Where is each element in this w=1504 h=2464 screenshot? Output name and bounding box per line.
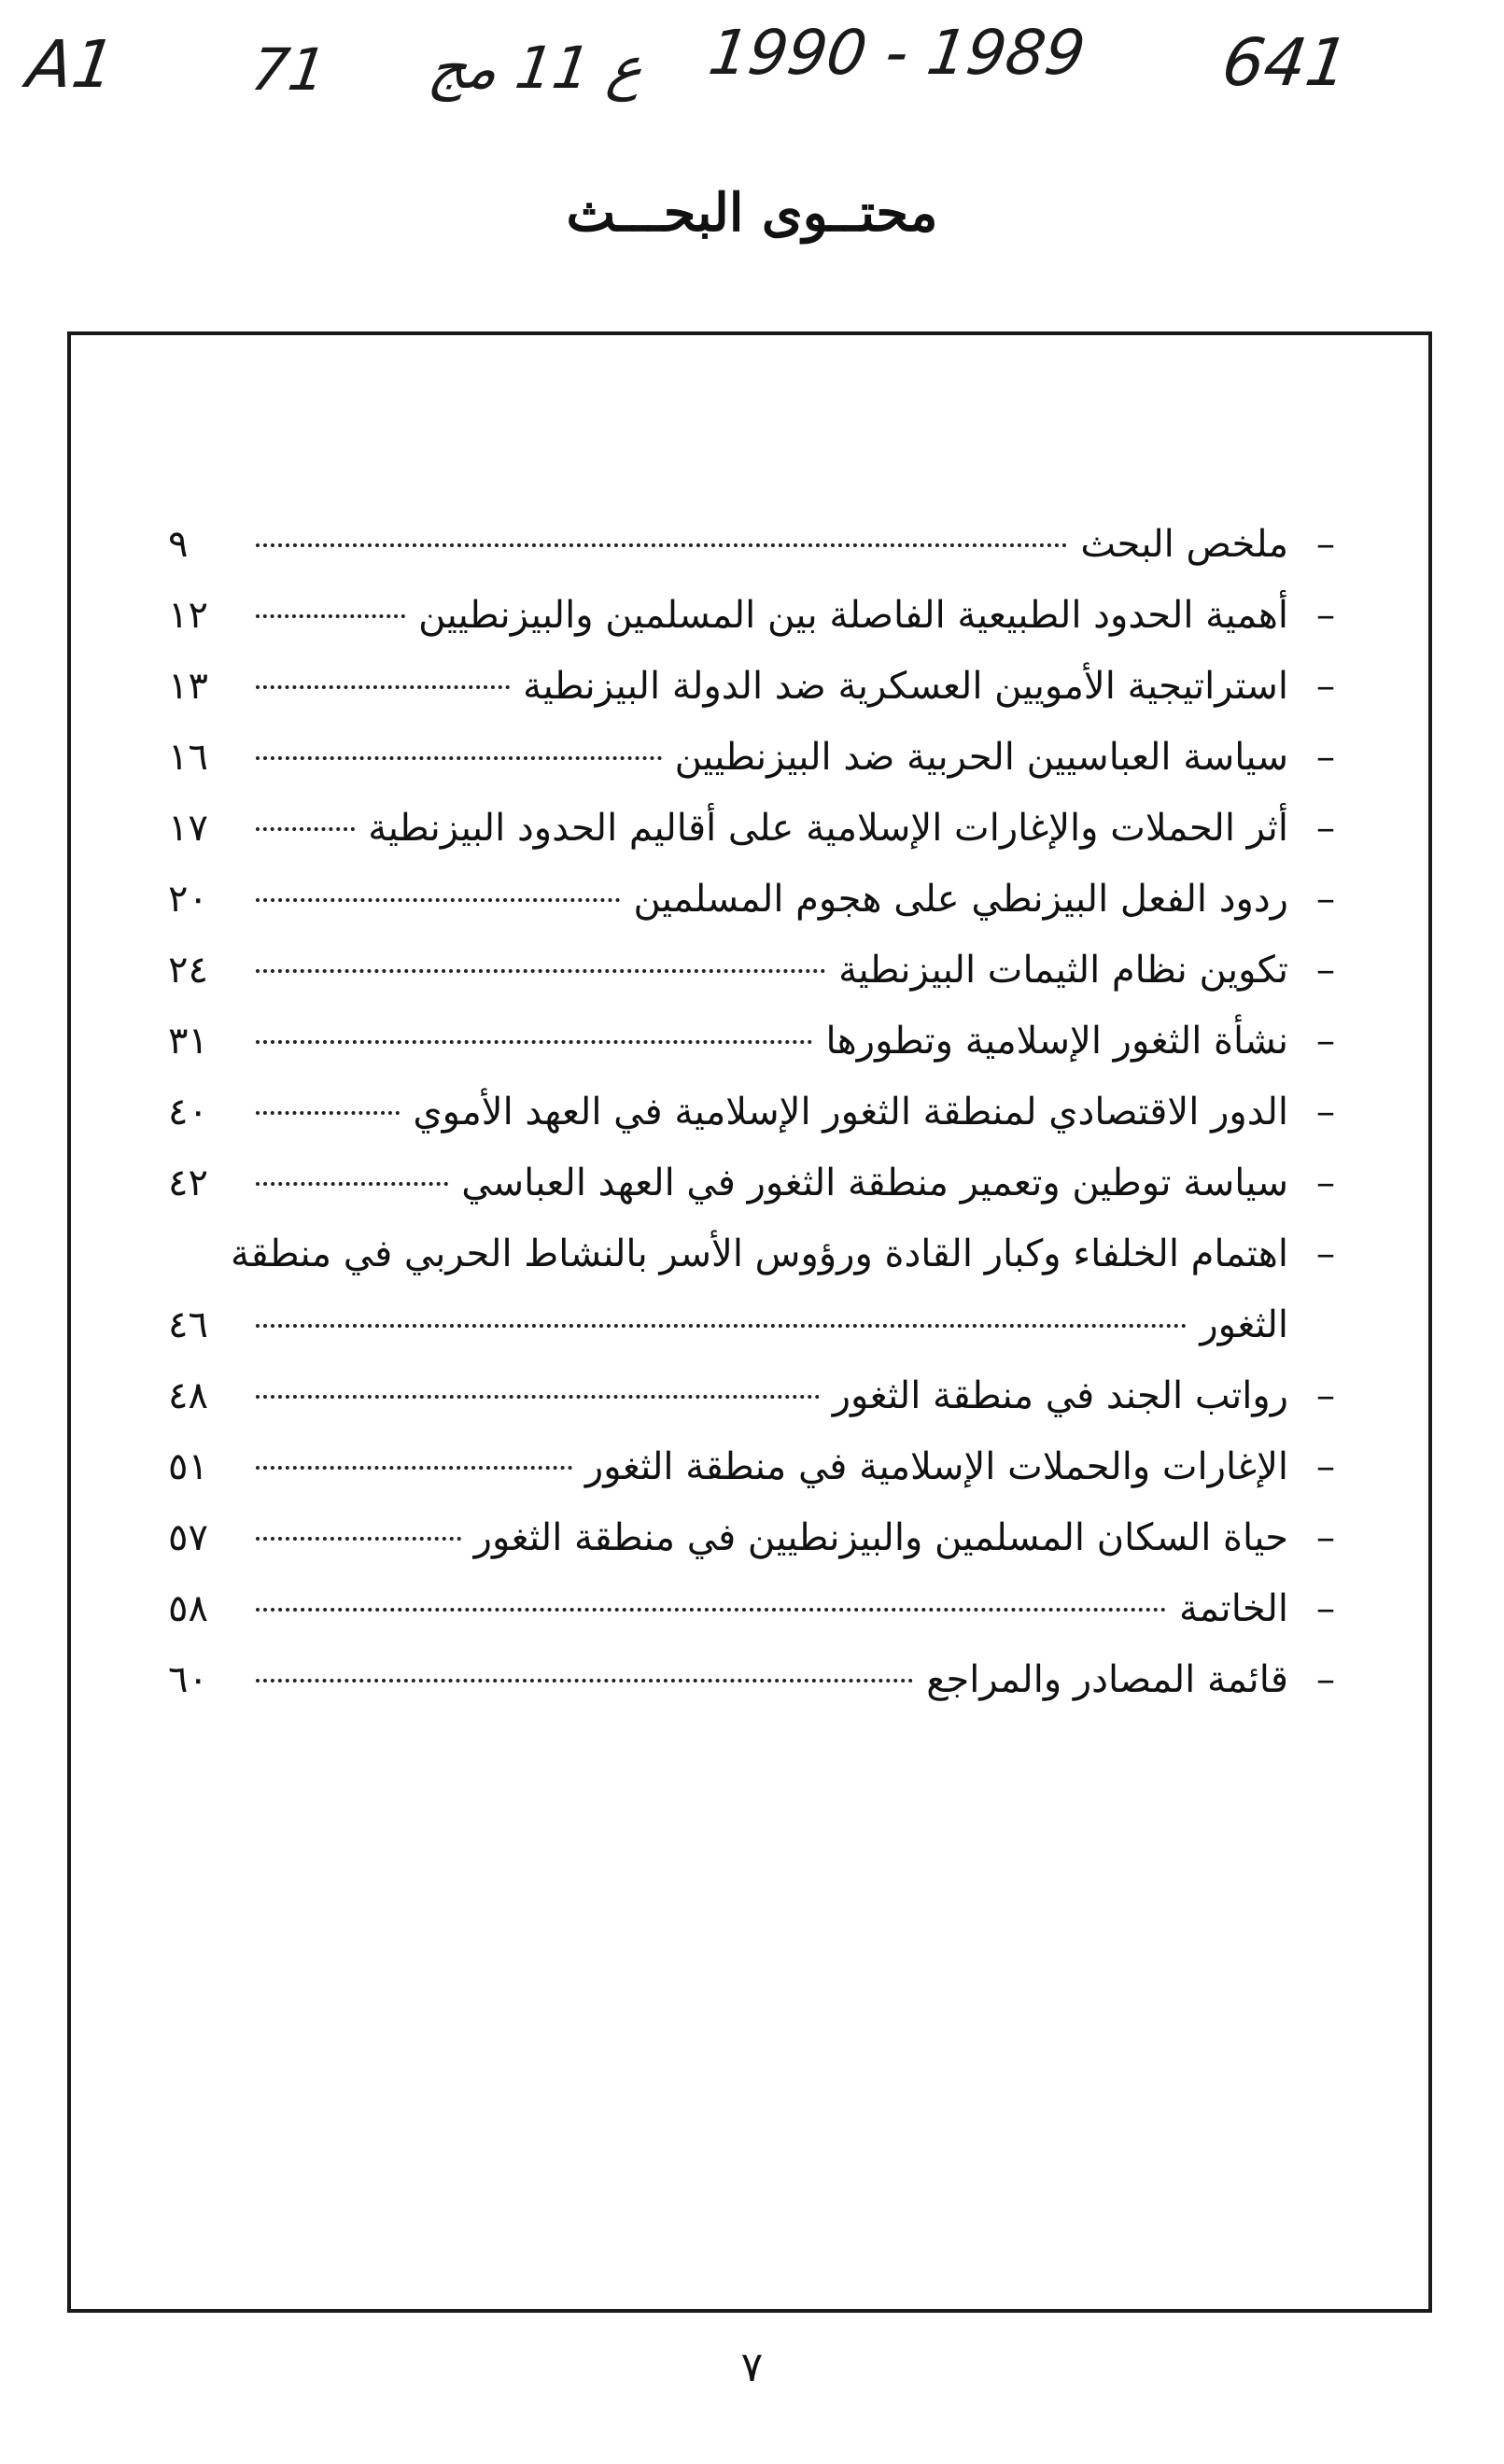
dot-leader — [256, 756, 662, 760]
dot-leader — [256, 1537, 461, 1541]
toc-entry[interactable] — [168, 793, 1335, 864]
toc-dash: – — [1316, 1162, 1335, 1204]
toc-entry[interactable] — [168, 509, 1335, 580]
toc-title: استراتيجية الأمويين العسكرية ضد الدولة البيزنطية — [523, 665, 1288, 708]
toc-entry[interactable] — [168, 935, 1335, 1006]
toc-dash: – — [1316, 1374, 1335, 1417]
toc-dash: – — [1316, 1020, 1335, 1063]
toc-entry[interactable] — [168, 1502, 1335, 1573]
toc-title-continued: الثغور — [1200, 1303, 1288, 1346]
toc-dash: – — [1316, 665, 1335, 708]
toc-entry[interactable] — [168, 1360, 1335, 1431]
toc-title: نشأة الثغور الإسلامية وتطورها — [825, 1020, 1288, 1063]
handwritten-years: 1990 - 1989 — [704, 17, 1090, 89]
toc-dash: – — [1316, 594, 1335, 637]
dot-leader — [256, 614, 405, 618]
dot-leader — [256, 827, 355, 831]
toc-page-number: ٤٨ — [168, 1374, 208, 1417]
toc-page-number: ٥٨ — [168, 1587, 208, 1630]
dot-leader — [256, 1182, 448, 1186]
toc-title: سياسة العباسيين الحربية ضد البيزنطيين — [674, 736, 1288, 779]
toc-title: ردود الفعل البيزنطي على هجوم المسلمين — [633, 878, 1288, 921]
handwritten-ref: A1 — [22, 26, 120, 103]
toc-title: حياة السكان المسلمين والبيزنطيين في منطقة الثغور — [473, 1516, 1288, 1559]
toc-title: قائمة المصادر والمراجع — [926, 1658, 1288, 1701]
toc-page-number: ٤٢ — [168, 1162, 208, 1204]
toc-dash: – — [1316, 1091, 1335, 1133]
toc-page-number: ٤٦ — [168, 1303, 208, 1346]
toc-page-number: ٢٤ — [168, 949, 208, 992]
toc-entry[interactable] — [168, 651, 1335, 722]
toc-dash: – — [1316, 1516, 1335, 1559]
dot-leader — [256, 1040, 812, 1044]
toc-title: الإغارات والحملات الإسلامية في منطقة الثغور — [584, 1445, 1288, 1488]
dot-leader — [256, 543, 1067, 547]
toc-entry[interactable] — [168, 1431, 1335, 1502]
toc-entry[interactable] — [168, 864, 1335, 935]
toc-dash: – — [1316, 878, 1335, 921]
toc-page-number: ٦٠ — [168, 1658, 208, 1701]
table-of-contents — [168, 509, 1335, 1715]
toc-dash: – — [1316, 949, 1335, 992]
handwritten-number: 641 — [1217, 24, 1354, 101]
toc-dash: – — [1316, 523, 1335, 566]
toc-dash: – — [1316, 1445, 1335, 1488]
toc-entry-line — [168, 1289, 1335, 1360]
toc-page-number: ١٧ — [168, 807, 208, 850]
dot-leader — [256, 1466, 572, 1470]
handwritten-annotation — [0, 17, 1504, 120]
toc-entry[interactable] — [168, 1077, 1335, 1148]
dot-leader — [256, 898, 620, 902]
toc-title: تكوين نظام الثيمات البيزنطية — [838, 949, 1288, 992]
toc-page-number: ٣١ — [168, 1020, 208, 1063]
page-title: محتــوى البحـــث — [566, 182, 938, 244]
handwritten-volume: 71 — [246, 35, 331, 104]
page-number: ٧ — [740, 2344, 764, 2391]
toc-page-number: ٥٧ — [168, 1516, 208, 1559]
toc-page-number: ١٦ — [168, 736, 208, 779]
dot-leader — [256, 685, 510, 689]
toc-dash: – — [1316, 736, 1335, 779]
toc-title: ملخص البحث — [1080, 523, 1288, 566]
dot-leader — [256, 1395, 820, 1399]
toc-dash: – — [1316, 807, 1335, 850]
toc-entry[interactable] — [168, 1573, 1335, 1644]
toc-dash: – — [1316, 1232, 1335, 1275]
toc-dash: – — [1316, 1658, 1335, 1701]
toc-title: الخاتمة — [1178, 1587, 1288, 1630]
toc-title: الدور الاقتصادي لمنطقة الثغور الإسلامية في العهد الأموي — [413, 1091, 1288, 1133]
toc-page-number: ١٢ — [168, 594, 208, 637]
toc-entry-line — [168, 1218, 1335, 1289]
toc-entry[interactable] — [168, 1006, 1335, 1077]
toc-dash: – — [1316, 1587, 1335, 1630]
toc-entry[interactable] — [168, 722, 1335, 793]
toc-page-number: ٥١ — [168, 1445, 208, 1488]
toc-page-number: ٢٠ — [168, 878, 208, 921]
toc-entry[interactable] — [168, 1148, 1335, 1218]
toc-page-number: ٤٠ — [168, 1091, 208, 1133]
toc-entry[interactable] — [168, 580, 1335, 651]
dot-leader — [256, 1324, 1187, 1328]
toc-title: اهتمام الخلفاء وكبار القادة ورؤوس الأسر بالنشاط الحربي في منطقة — [231, 1232, 1288, 1275]
dot-leader — [256, 1679, 913, 1683]
toc-entry[interactable] — [168, 1644, 1335, 1715]
toc-page-number: ٩ — [168, 523, 189, 566]
handwritten-issue: ع 11 مج — [424, 34, 648, 102]
toc-title: سياسة توطين وتعمير منطقة الثغور في العهد العباسي — [461, 1162, 1288, 1204]
dot-leader — [256, 1608, 1166, 1612]
dot-leader — [256, 969, 825, 973]
toc-page-number: ١٣ — [168, 665, 208, 708]
toc-title: أثر الحملات والإغارات الإسلامية على أقاليم الحدود البيزنطية — [368, 807, 1288, 850]
toc-title: أهمية الحدود الطبيعية الفاصلة بين المسلمين والبيزنطيين — [418, 594, 1288, 637]
toc-entry[interactable] — [168, 1218, 1335, 1360]
toc-title: رواتب الجند في منطقة الثغور — [832, 1374, 1288, 1417]
dot-leader — [256, 1111, 400, 1115]
